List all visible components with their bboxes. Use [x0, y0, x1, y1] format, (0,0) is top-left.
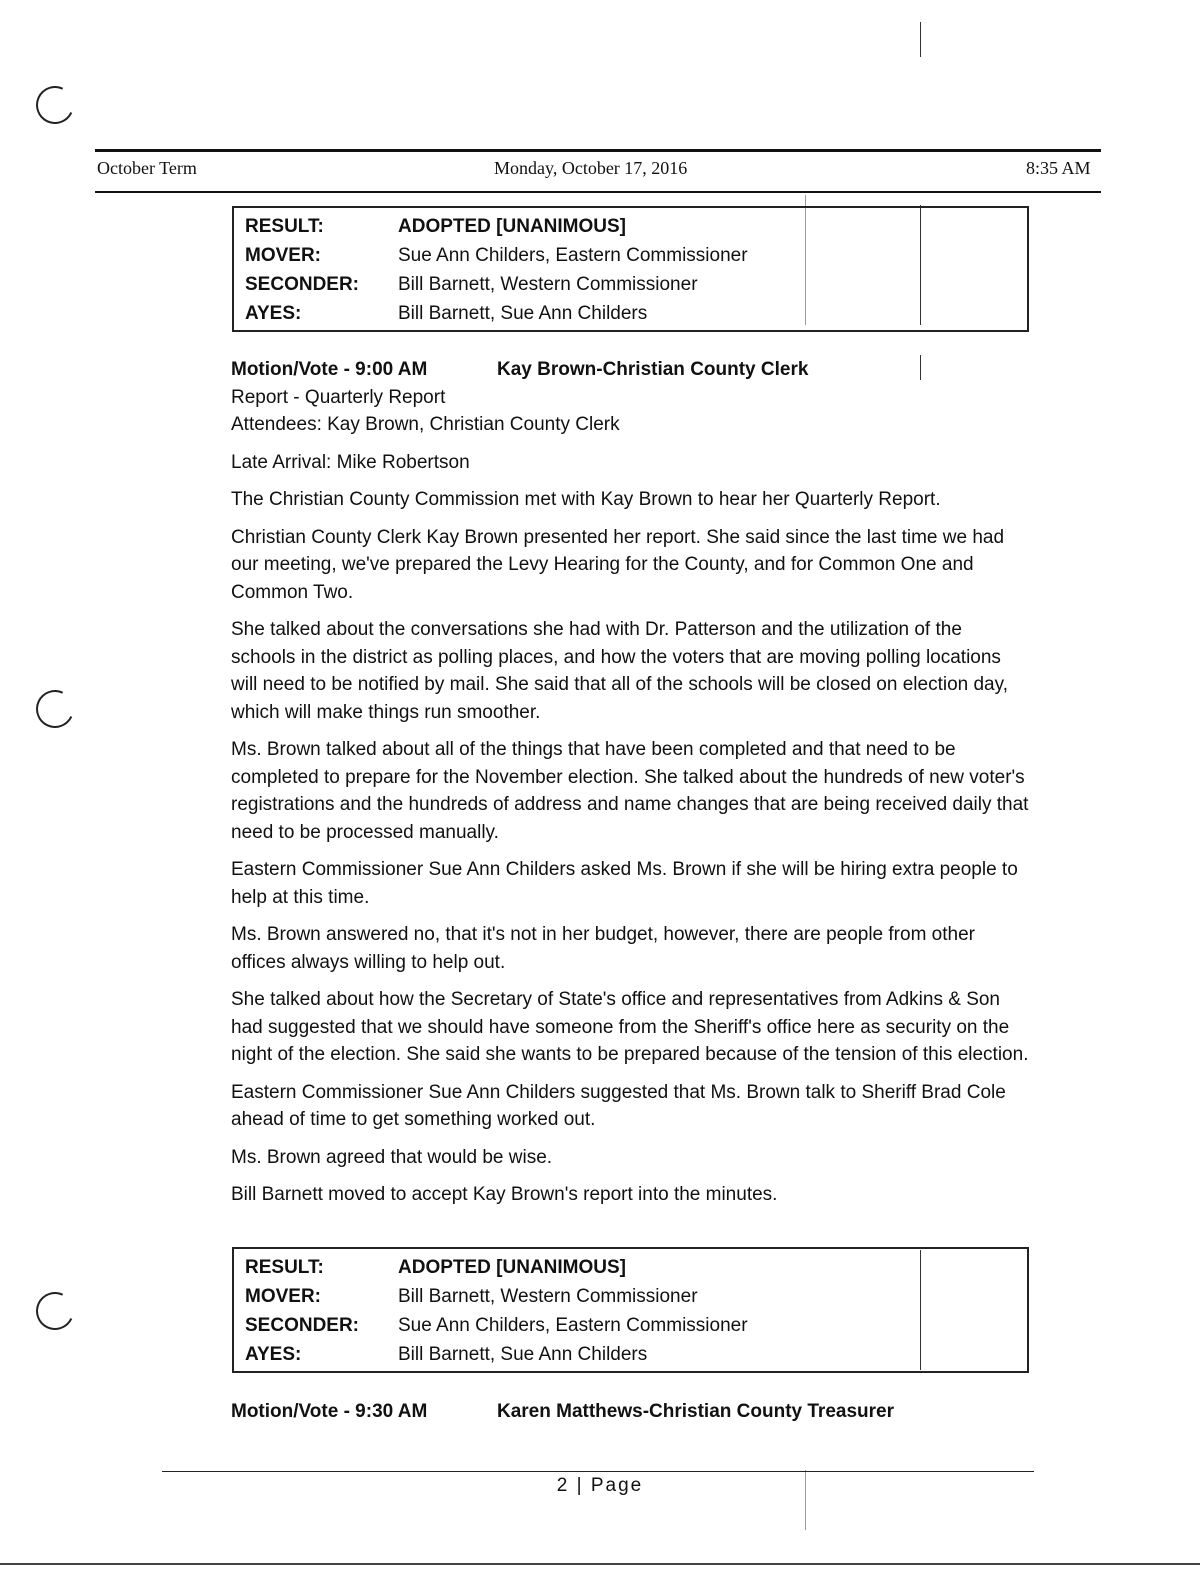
vote-label: MOVER: — [245, 245, 321, 266]
vote-label: AYES: — [245, 1344, 302, 1365]
scan-mark — [920, 22, 921, 57]
header-rule — [95, 191, 1101, 193]
vote-value: ADOPTED [UNANIMOUS] — [398, 1257, 626, 1278]
vote-value: Bill Barnett, Western Commissioner — [398, 1286, 698, 1307]
scan-edge — [0, 1563, 1200, 1565]
header-rule — [95, 149, 1101, 152]
vote-value: Bill Barnett, Sue Ann Childers — [398, 303, 648, 324]
punch-hole-bottom — [31, 1287, 80, 1336]
section-heading-time: Motion/Vote - 9:30 AM — [231, 1401, 428, 1422]
vote-label: AYES: — [245, 303, 302, 324]
section-clerk-report — [231, 356, 1031, 1209]
section-heading-title: Karen Matthews-Christian County Treasurer — [497, 1401, 894, 1422]
footer-rule — [162, 1471, 1034, 1472]
vote-label: SECONDER: — [245, 274, 360, 295]
header-time: 8:35 AM — [1026, 158, 1091, 178]
vote-result-box — [232, 206, 1029, 332]
vote-label: RESULT: — [245, 1257, 324, 1278]
paragraph: The Christian County Commission met with Kay Brown to hear her Quarterly Report. — [231, 489, 941, 510]
vote-row-mover — [245, 241, 1027, 270]
vote-row-result — [245, 1253, 1027, 1282]
section-treasurer — [231, 1398, 1031, 1426]
header-date: Monday, October 17, 2016 — [494, 158, 688, 178]
vote-value: Sue Ann Childers, Eastern Commissioner — [398, 245, 748, 266]
paragraph: Ms. Brown talked about all of the things that have been completed and that need to be completed to prepare for the November election. She talked about the hundreds of new voter's registrations and the hundreds of address and name changes that are being received daily that need to be processed manually. — [231, 739, 1029, 843]
section-heading — [231, 356, 1031, 384]
paragraph: She talked about how the Secretary of State's office and representatives from Adkins & Son had suggested that we should have someone from the Sheriff's office here as security on the night of the election. She said she wants to be prepared because of the tension of this election. — [231, 989, 1029, 1065]
paragraph: Ms. Brown agreed that would be wise. — [231, 1146, 553, 1168]
section-heading-title: Kay Brown-Christian County Clerk — [497, 359, 809, 380]
report-line: Report - Quarterly Report — [231, 386, 446, 408]
vote-value: Sue Ann Childers, Eastern Commissioner — [398, 1315, 748, 1336]
late-arrival-line: Late Arrival: Mike Robertson — [231, 451, 470, 473]
vote-row-mover — [245, 1282, 1027, 1311]
header-term: October Term — [97, 158, 197, 178]
section-heading-time: Motion/Vote - 9:00 AM — [231, 359, 428, 380]
punch-hole-top — [31, 81, 80, 130]
paragraph: Christian County Clerk Kay Brown presented her report. She said since the last time we had our meeting, we've prepared the Levy Hearing for the County, and for Common One and Common Two. — [231, 526, 1005, 603]
vote-value: Bill Barnett, Western Commissioner — [398, 274, 698, 295]
vote-value: Bill Barnett, Sue Ann Childers — [398, 1344, 648, 1365]
vote-row-seconder — [245, 1311, 1027, 1340]
vote-row-ayes — [245, 1340, 1027, 1369]
page-number: 2 | Page — [556, 1475, 644, 1496]
paragraph: Eastern Commissioner Sue Ann Childers suggested that Ms. Brown talk to Sheriff Brad Cole ahead of time to get something worked out. — [231, 1081, 1006, 1130]
paragraph: Bill Barnett moved to accept Kay Brown's report into the minutes. — [231, 1184, 778, 1205]
vote-label: RESULT: — [245, 216, 324, 237]
punch-hole-middle — [31, 685, 80, 734]
section-heading — [231, 1398, 1031, 1426]
vote-row-result — [245, 212, 1027, 241]
vote-label: SECONDER: — [245, 1315, 360, 1336]
vote-value: ADOPTED [UNANIMOUS] — [398, 216, 626, 237]
paragraph: Ms. Brown answered no, that it's not in her budget, however, there are people from other offices always willing to help out. — [231, 924, 975, 973]
attendees-line: Attendees: Kay Brown, Christian County Clerk — [231, 414, 620, 435]
vote-row-seconder — [245, 270, 1027, 299]
vote-label: MOVER: — [245, 1286, 321, 1307]
paragraph: Eastern Commissioner Sue Ann Childers asked Ms. Brown if she will be hiring extra people to help at this time. — [231, 859, 1018, 908]
paragraph: She talked about the conversations she had with Dr. Patterson and the utilization of the schools in the district as polling places, and how the voters that are moving polling locations will need to be notified by mail. She said that all of the schools will be closed on election day, which will make things run smoother. — [231, 619, 1008, 723]
vote-result-box — [232, 1247, 1029, 1373]
vote-row-ayes — [245, 299, 1027, 328]
